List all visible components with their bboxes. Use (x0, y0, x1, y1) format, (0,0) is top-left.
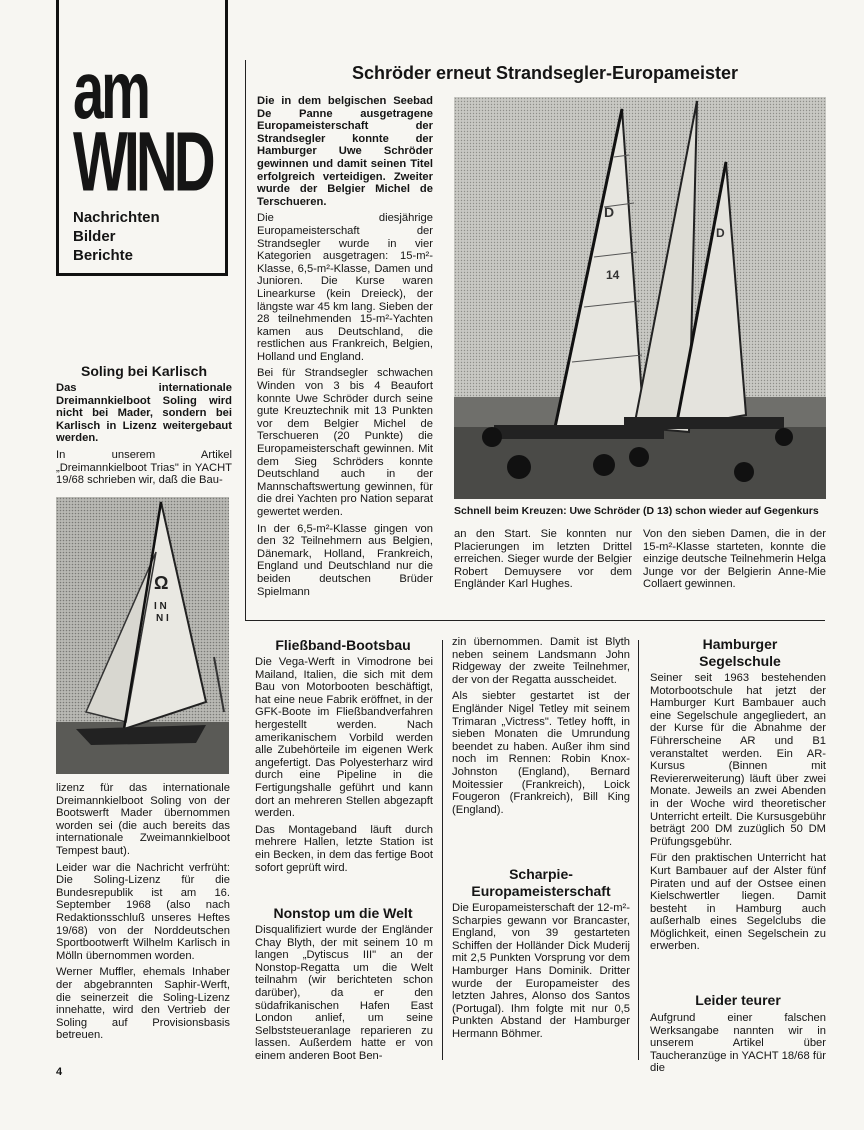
svg-text:D: D (604, 204, 615, 220)
main-article-title: Schröder erneut Strandsegler-Europameister (351, 63, 739, 83)
teurer-paragraph: Aufgrund einer falschen Werksangabe nannten wir in unserem Artikel über Taucheranzüge in YACHT 18/68 für die (650, 1012, 826, 1075)
main-article-column (257, 95, 433, 602)
svg-text:I N: I N (154, 601, 167, 612)
masthead-word-wind: WIND (73, 114, 212, 210)
land-yacht-photo (454, 97, 826, 499)
scharpie-title: Scharpie-Europameisterschaft (471, 866, 611, 899)
teurer-title: Leider teurer (695, 992, 781, 1008)
svg-text:D: D (716, 226, 725, 240)
column-rule (638, 640, 639, 1060)
main-article-paragraph: Von den sieben Damen, die in der 15-m²-Klasse starteten, konnte die einzige deutsche Teilnehmerin Helga Junge vor der Belgierin Anne-Mie Collaert gewinnen. (643, 528, 826, 591)
main-photo-caption: Schnell beim Kreuzen: Uwe Schröder (D 13) schon wieder auf Gegenkurs (454, 505, 819, 517)
masthead-box (56, 0, 228, 276)
main-article-paragraph: an den Start. Sie konnten nur Placierungen im letzten Drittel erreichen. Sieger wurde der Belgier Robert Demuysere vor dem Engländer Karl Hughes. (454, 528, 632, 591)
main-article-lead: Die in dem belgischen Seebad De Panne ausgetragene Europameisterschaft der Strandsegler konnte der Hamburger Uwe Schröder gewinnen und damit seinen Titel erfolgreich verteidigen. Zweiter wurde der Belgier Michel de Terschueren. (257, 95, 433, 208)
soling-boat-illustration (56, 497, 229, 774)
soling-paragraph: Werner Muffler, ehemals Inhaber der abgebrannten Saphir-Werft, die seinerzeit die Soling-Lizenz innehatte, wird den Vertrieb der Soling auf Provisionsbasis betreuen. (56, 966, 230, 1042)
masthead-word-am: am (73, 43, 148, 136)
masthead-tagline (73, 208, 160, 265)
segelschule-column (650, 672, 826, 957)
land-yacht-illustration (454, 97, 826, 499)
svg-text:N I: N I (156, 613, 169, 624)
soling-title: Soling bei Karlisch (80, 363, 208, 379)
nonstop-paragraph: Als siebter gestartet ist der Engländer Nigel Tetley mit seinem Trimaran „Victress". Tetley hofft, in sieben Monaten die Umrundung beendet zu haben. Außer ihm sind noch im Rennen: Robin Knox-Johnston (England), Bernard Moitessier (Frankreich), Loick Fougeron (Frankreich), Bill King (England). (452, 690, 630, 816)
tagline-line: Nachrichten (73, 209, 160, 226)
fliessband-paragraph: Die Vega-Werft in Vimodrone bei Mailand, Italien, die sich mit dem Bau von Motorbooten beschäftigt, hat eine neue Fabrik eröffnet, in der GFK-Boote im Fließbandverfahren hergestellt werden. Nach amerikanischem Vorbild werden alle Zubehörteile im eigenen Werk angefertigt. Das Polyesterharz wird durch eine Pipeline in die Fertigungshalle geführt und kann dort an mehreren Stellen abgezapft werden. (255, 656, 433, 820)
main-article-paragraph: Die diesjährige Europameisterschaft der Strandsegler wurde in vier Kategorien ausgetragen: 15-m²-Klasse, 6,5-m²-Klasse, Damen und Junioren. Die Kurse waren Linearkurse (kein Dreieck), der längste war 45 km lang. Sieben der 28 teilnehmenden 15-m²-Yachten kamen aus Deutschland, die restlichen aus Frankreich, Belgien, Holland und England. (257, 212, 433, 363)
segelschule-title: Hamburger Segelschule (699, 636, 781, 669)
soling-paragraph: Leider war die Nachricht verfrüht: Die Soling-Lizenz für die Bundesrepublik ist am 16. September 1968 (also nach Redaktionsschluß unseres Heftes 19/68) von der Norddeutschen Sportbootwerft Wilhelm Karlisch in Mölln übernommen worden. (56, 861, 230, 962)
fliessband-title: Fließband-Bootsbau (275, 637, 411, 653)
main-article-paragraph: Bei für Strandsegler schwachen Winden von 3 bis 4 Beaufort konnte Uwe Schröder durch seine gute Kreuztechnik mit 13 Punkten vor dem Belgier Michel de Terschueren (20 Punkte) die Europameisterschaft gewinnen. Mit dem Sieg Schröders konnte Deutschland auch in der Mannschaftswertung gewinnen, für die drei Yachten pro Nation separat gewertet werden. (257, 367, 433, 518)
page-number: 4 (56, 1066, 63, 1078)
fliessband-paragraph: Das Montageband läuft durch mehrere Hallen, letzte Station ist ein Becken, in dem das fertige Boot sofort geprüft wird. (255, 823, 433, 874)
soling-paragraph: lizenz für das internationale Dreimannkielboot Soling von der Bootswerft Mader übernommen worden sei (die auch bereits das internationale Zweimannkielboot Tempest baut). (56, 782, 230, 857)
svg-text:Ω: Ω (154, 573, 169, 593)
soling-paragraph: In unserem Artikel „Dreimannkielboot Trias" in YACHT 19/68 schrieben wir, daß die Bau- (56, 448, 232, 487)
fliessband-column (255, 656, 433, 878)
nonstop-paragraph: Disqualifiziert wurde der Engländer Chay Blyth, der mit seinem 10 m langen „Dytiscus III" an der Nonstop-Regatta um die Welt teilnahm (wir berichteten schon darüber), da er den südafrikanischen Hafen East London anlief, um seine Selbststeueranlage reparieren zu lassen. Außerdem hatte er von einem anderen Boot Ben- (255, 924, 433, 1062)
column-rule (245, 60, 246, 620)
segelschule-paragraph: Für den praktischen Unterricht hat Kurt Bambauer auf der Alster fünf Piraten und auf der Ostsee einen Kielschwertler liegen. Damit besteht in Hamburg auch außerhalb eines Segelclubs die Möglichkeit, einen Segelschein zu erwerben. (650, 852, 826, 953)
svg-text:14: 14 (606, 268, 620, 282)
tagline-line: Bilder (73, 228, 116, 245)
soling-lead: Das internationale Dreimannkielboot Soling wird nicht bei Mader, sondern bei Karlisch in Lizenz weitergebaut werden. (56, 382, 232, 445)
soling-photo (56, 497, 229, 774)
nonstop-title: Nonstop um die Welt (273, 905, 413, 921)
nonstop-paragraph: zin übernommen. Damit ist Blyth neben seinem Landsmann John Ridgeway der zweite Teilnehmer, der von der Regatta ausscheidet. (452, 636, 630, 686)
section-rule (245, 620, 825, 621)
main-article-paragraph: In der 6,5-m²-Klasse gingen von den 32 Teilnehmern aus Belgien, Dänemark, Holland, Frankreich, England und Deutschland nur die beiden deutschen Brüder Spielmann (257, 522, 433, 598)
tagline-line: Berichte (73, 247, 134, 264)
soling-column-top (56, 382, 232, 491)
nonstop-column-continued (452, 636, 630, 820)
soling-column-bottom (56, 782, 230, 1046)
scharpie-paragraph: Die Europameisterschaft der 12-m²-Scharpies gewann vor Brancaster, England, von 39 gestarteten Schiffen der Holländer Dick Muderij mit 2,5 Punkten Vorsprung vor dem Hamburger Hans Dominik. Dritter wurde der Europameister des letzten Jahres, Alonso dos Santos (Portugal). Ihm folgte mit nur 0,5 Punkten Abstand der Hamburger Hermann Böhmer. (452, 902, 630, 1040)
column-rule (442, 640, 443, 1060)
segelschule-paragraph: Seiner seit 1963 bestehenden Motorbootschule hat jetzt der Hamburger Kurt Bambauer auch eine Segelschule angegliedert, an der Kurse für die Abnahme der Führerscheine AR und B1 veranstaltet werden. Ein AR-Kursus (Binnen mit Reviererweiterung) läuft über zwei Monate. Jeweils an zwei Abenden in der Woche wird theoretischer Unterricht erteilt. Die Kursusgebühr beträgt 200 DM zuzüglich 50 DM Prüfungsgebühr. (650, 672, 826, 848)
